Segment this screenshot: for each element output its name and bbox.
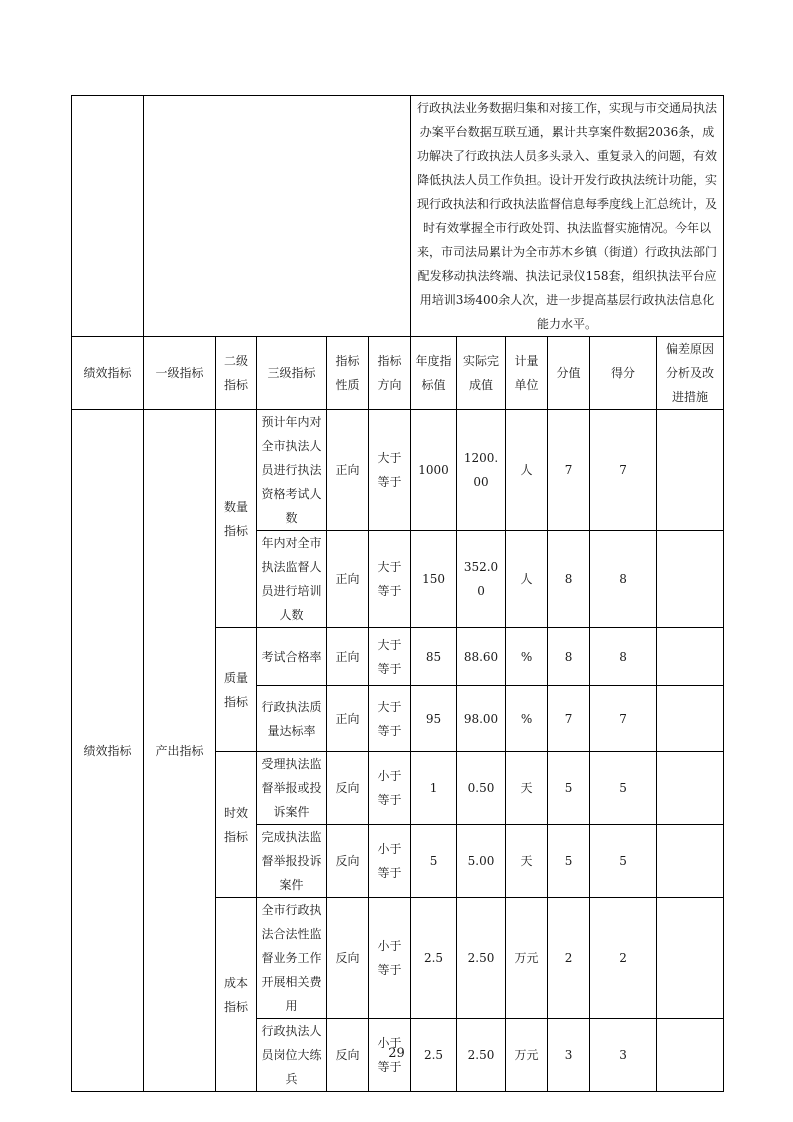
header-weight: 分值 xyxy=(548,337,590,410)
indicator-weight: 3 xyxy=(548,1019,590,1092)
indicator-score: 8 xyxy=(590,531,657,628)
indicator-direction: 大于等于 xyxy=(369,628,411,686)
indicator-weight: 7 xyxy=(548,686,590,752)
indicator-name: 行政执法人员岗位大练兵 xyxy=(257,1019,327,1092)
indicator-weight: 8 xyxy=(548,628,590,686)
indicator-annual: 5 xyxy=(411,825,457,898)
indicator-score: 5 xyxy=(590,825,657,898)
indicator-annual: 85 xyxy=(411,628,457,686)
level2-cell: 成本指标 xyxy=(216,898,257,1092)
indicator-direction: 小于等于 xyxy=(369,1019,411,1092)
indicator-unit: % xyxy=(506,686,548,752)
header-score: 得分 xyxy=(590,337,657,410)
indicator-actual: 88.60 xyxy=(457,628,506,686)
indicator-unit: 万元 xyxy=(506,1019,548,1092)
indicator-deviation xyxy=(657,410,724,531)
level2-cell: 数量指标 xyxy=(216,410,257,628)
intro-paragraph: 行政执法业务数据归集和对接工作，实现与市交通局执法办案平台数据互联互通，累计共享案件数据2036条，成功解决了行政执法人员多头录入、重复录入的问题，有效降低执法人员工作负担。设计开发行政执法统计功能，实现行政执法和行政执法监督信息每季度线上汇总统计，及时有效掌握全市行政处罚、执法监督实施情况。今年以来，市司法局累计为全市苏木乡镇（街道）行政执法部门配发移动执法终端、执法记录仪158套，组织执法平台应用培训3场400余人次，进一步提高基层行政执法信息化能力水平。 xyxy=(411,96,724,337)
header-direction: 指标方向 xyxy=(369,337,411,410)
indicator-nature: 正向 xyxy=(327,628,369,686)
indicator-unit: 万元 xyxy=(506,898,548,1019)
indicator-name: 全市行政执法合法性监督业务工作开展相关费用 xyxy=(257,898,327,1019)
header-perf: 绩效指标 xyxy=(72,337,144,410)
indicator-actual: 2.50 xyxy=(457,1019,506,1092)
indicator-actual: 352.00 xyxy=(457,531,506,628)
level2-cell: 质量指标 xyxy=(216,628,257,752)
indicator-score: 7 xyxy=(590,410,657,531)
indicator-annual: 2.5 xyxy=(411,898,457,1019)
indicator-score: 7 xyxy=(590,686,657,752)
indicator-annual: 150 xyxy=(411,531,457,628)
indicator-actual: 98.00 xyxy=(457,686,506,752)
level1-category-cell: 产出指标 xyxy=(144,410,216,1092)
indicator-direction: 小于等于 xyxy=(369,752,411,825)
indicator-direction: 大于等于 xyxy=(369,410,411,531)
indicator-deviation xyxy=(657,825,724,898)
header-actual: 实际完成值 xyxy=(457,337,506,410)
indicator-unit: % xyxy=(506,628,548,686)
indicator-name: 年内对全市执法监督人员进行培训人数 xyxy=(257,531,327,628)
table-row xyxy=(72,410,724,531)
indicator-unit: 天 xyxy=(506,752,548,825)
header-level2: 二级指标 xyxy=(216,337,257,410)
indicator-unit: 人 xyxy=(506,410,548,531)
indicator-deviation xyxy=(657,752,724,825)
indicator-annual: 1000 xyxy=(411,410,457,531)
indicator-weight: 7 xyxy=(548,410,590,531)
header-row xyxy=(72,337,724,410)
indicator-direction: 大于等于 xyxy=(369,531,411,628)
indicator-annual: 95 xyxy=(411,686,457,752)
indicator-annual: 1 xyxy=(411,752,457,825)
header-level3: 三级指标 xyxy=(257,337,327,410)
indicator-name: 行政执法质量达标率 xyxy=(257,686,327,752)
indicator-weight: 5 xyxy=(548,825,590,898)
indicator-unit: 人 xyxy=(506,531,548,628)
header-unit: 计量单位 xyxy=(506,337,548,410)
performance-table xyxy=(71,95,724,1092)
indicator-weight: 5 xyxy=(548,752,590,825)
header-level1: 一级指标 xyxy=(144,337,216,410)
indicator-actual: 2.50 xyxy=(457,898,506,1019)
indicator-score: 8 xyxy=(590,628,657,686)
page-number: 29 xyxy=(388,1046,405,1061)
indicator-deviation xyxy=(657,531,724,628)
indicator-deviation xyxy=(657,628,724,686)
intro-row xyxy=(72,96,724,337)
indicator-direction: 小于等于 xyxy=(369,898,411,1019)
indicator-name: 完成执法监督举报投诉案件 xyxy=(257,825,327,898)
indicator-deviation xyxy=(657,686,724,752)
indicator-nature: 反向 xyxy=(327,752,369,825)
indicator-score: 2 xyxy=(590,898,657,1019)
indicator-name: 受理执法监督举报或投诉案件 xyxy=(257,752,327,825)
indicator-direction: 小于等于 xyxy=(369,825,411,898)
header-annual: 年度指标值 xyxy=(411,337,457,410)
indicator-nature: 反向 xyxy=(327,1019,369,1092)
perf-category-cell: 绩效指标 xyxy=(72,410,144,1092)
indicator-actual: 1200.00 xyxy=(457,410,506,531)
level2-cell: 时效指标 xyxy=(216,752,257,898)
indicator-weight: 8 xyxy=(548,531,590,628)
indicator-name: 考试合格率 xyxy=(257,628,327,686)
indicator-nature: 反向 xyxy=(327,825,369,898)
indicator-annual: 2.5 xyxy=(411,1019,457,1092)
indicator-deviation xyxy=(657,898,724,1019)
indicator-nature: 正向 xyxy=(327,531,369,628)
header-nature: 指标性质 xyxy=(327,337,369,410)
indicator-name: 预计年内对全市执法人员进行执法资格考试人数 xyxy=(257,410,327,531)
indicator-weight: 2 xyxy=(548,898,590,1019)
indicator-actual: 5.00 xyxy=(457,825,506,898)
header-deviation: 偏差原因分析及改进措施 xyxy=(657,337,724,410)
indicator-nature: 反向 xyxy=(327,898,369,1019)
intro-empty-cell xyxy=(72,96,144,337)
indicator-nature: 正向 xyxy=(327,686,369,752)
indicator-unit: 天 xyxy=(506,825,548,898)
indicator-nature: 正向 xyxy=(327,410,369,531)
indicator-actual: 0.50 xyxy=(457,752,506,825)
indicator-score: 5 xyxy=(590,752,657,825)
indicator-score: 3 xyxy=(590,1019,657,1092)
intro-empty-cell xyxy=(144,96,411,337)
indicator-direction: 大于等于 xyxy=(369,686,411,752)
